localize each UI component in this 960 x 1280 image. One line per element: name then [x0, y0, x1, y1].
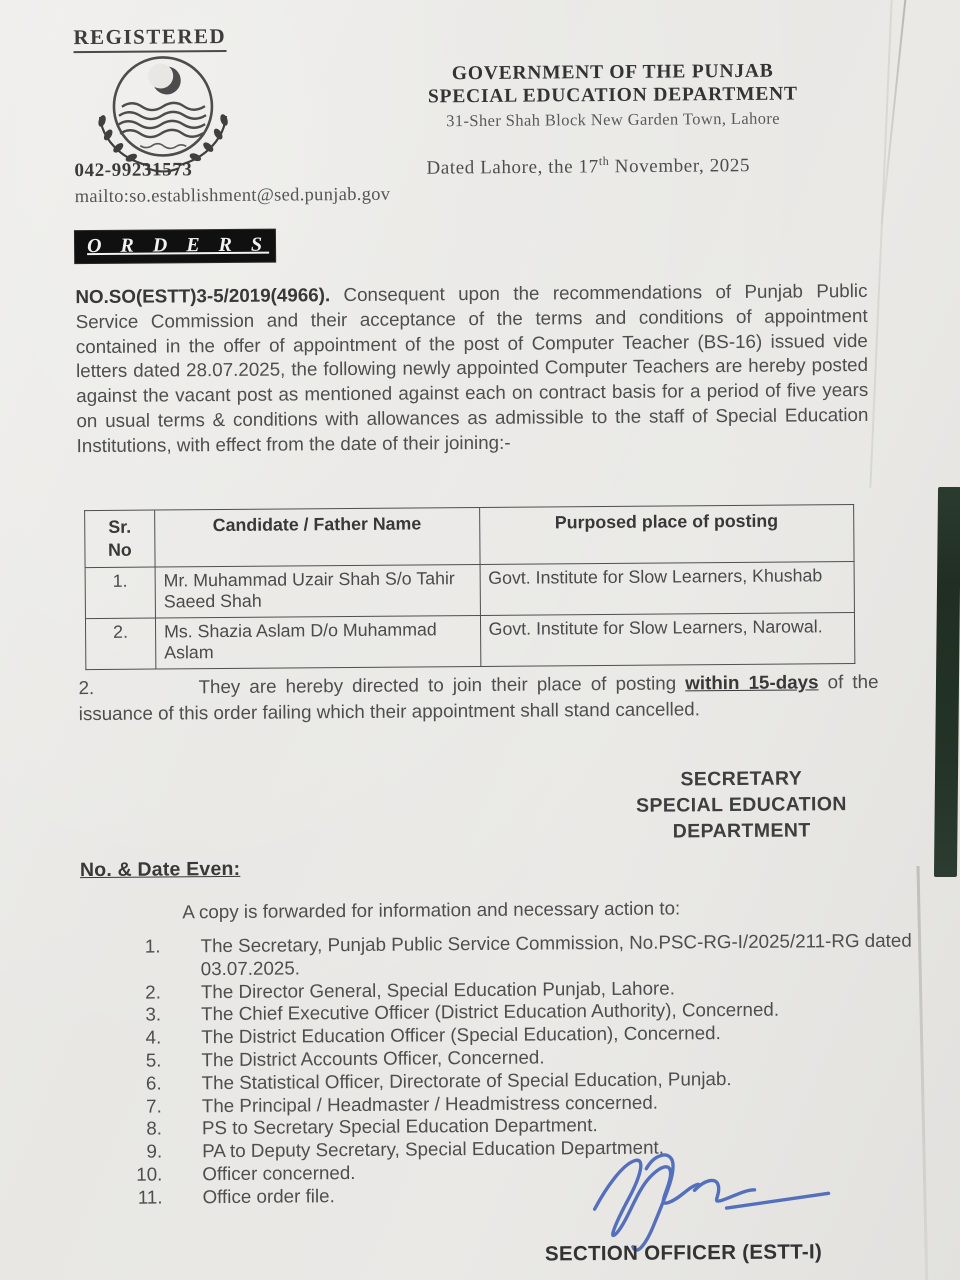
item-text: The Statistical Officer, Directorate of Special Education, Punjab. [201, 1067, 732, 1093]
directive-text: They are hereby directed to join their place of posting [198, 672, 686, 698]
orders-heading: O R D E R S [75, 230, 275, 264]
order-reference-number: NO.SO(ESTT)3-5/2019(4966). [75, 284, 331, 308]
item-text: Officer concerned. [202, 1161, 356, 1185]
table-row [85, 562, 854, 619]
item-number: 4. [145, 1026, 162, 1048]
date-line [426, 153, 750, 180]
item-text: The Principal / Headmaster / Headmistress concerned. [201, 1091, 659, 1116]
directive-text-rest: of the issuance of this order failing which their appointment shall stand cancelled. [78, 670, 879, 724]
row-sr: 1. [85, 567, 155, 619]
table-header-row [85, 505, 854, 568]
item-number: 6. [145, 1072, 162, 1094]
date-text: Dated Lahore, the 17 [426, 156, 599, 179]
deadline-emphasis: within 15-days [685, 671, 819, 694]
table-row [85, 613, 854, 670]
signatory-line: DEPARTMENT [672, 819, 811, 843]
date-ordinal: th [598, 153, 610, 169]
col-header-sr-no: Sr. No [85, 510, 155, 568]
org-name-line1: GOVERNMENT OF THE PUNJAB [451, 60, 774, 85]
distribution-intro: A copy is forwarded for information and necessary action to: [182, 897, 681, 923]
letterhead [363, 59, 864, 132]
date-text-rest: November, 2025 [609, 155, 751, 178]
list-item [114, 929, 930, 981]
item-text: PA to Deputy Secretary, Special Education Department. [202, 1136, 665, 1162]
org-name-line2: SPECIAL EDUCATION DEPARTMENT [427, 83, 798, 108]
row-sr: 2. [85, 618, 155, 670]
item-text: The Chief Executive Officer (District Education Authority), Concerned. [201, 999, 780, 1025]
item-number: 11. [137, 1186, 163, 1208]
registered-stamp: REGISTERED [73, 24, 226, 53]
row-posting: Govt. Institute for Slow Learners, Khushab [480, 562, 855, 616]
section-officer-title: SECTION OFFICER (ESTT-I) [544, 1240, 823, 1266]
distribution-heading: No. & Date Even: [79, 857, 241, 882]
item-text: PS to Secretary Special Education Department. [201, 1114, 598, 1139]
email-address: mailto:so.establishment@sed.punjab.gov [74, 184, 391, 208]
item-text: Office order file. [202, 1184, 335, 1207]
signatory-line: SPECIAL EDUCATION [635, 793, 847, 817]
item-number: 10. [136, 1163, 163, 1185]
item-number: 1. [144, 935, 161, 957]
phone-number: 042-99231573 [74, 159, 193, 182]
joining-directive-paragraph [78, 669, 878, 726]
paragraph-number: 2. [78, 677, 95, 699]
folder-edge-strip [934, 487, 960, 877]
col-header-posting: Purposed place of posting [479, 505, 854, 565]
item-text: The Director General, Special Education Punjab, Lahore. [200, 977, 675, 1002]
item-number: 8. [146, 1117, 163, 1140]
col-header-candidate: Candidate / Father Name [155, 508, 480, 568]
item-number: 2. [145, 981, 161, 1003]
item-number: 3. [145, 1003, 162, 1026]
order-body-text: Consequent upon the recommendations of Punjab Public Service Commission and their acceptance of the terms and conditions of appointment contained in the offer of appointment of the post of Computer Teacher (BS-16) issued vide letters dated 28.07.2025, the following newly appointed Computer Teachers are hereby posted against the vacant post as mentioned against each on contract basis for a period of five years on usual terms & conditions with allowances as admissible to the staff of Special Education Institutions, with effect from the date of their joining:- [75, 279, 869, 456]
signatory-line: SECRETARY [680, 767, 803, 791]
item-text: The District Education Officer (Special Education), Concerned. [201, 1022, 721, 1048]
item-number: 9. [146, 1140, 163, 1162]
item-text: The Secretary, Punjab Public Service Commission, No.PSC-RG-I/2025/211-RG dated 03.07.2025. [200, 929, 912, 980]
item-number: 5. [145, 1049, 162, 1071]
org-address: 31-Sher Shah Block New Garden Town, Lahore [446, 108, 781, 131]
posting-table [84, 504, 855, 670]
item-number: 7. [146, 1095, 162, 1117]
row-candidate: Mr. Muhammad Uzair Shah S/o Tahir Saeed Shah [155, 565, 480, 619]
order-paragraph [75, 279, 868, 459]
signatory-block [581, 765, 902, 846]
row-posting: Govt. Institute for Slow Learners, Narowal. [480, 613, 855, 667]
row-candidate: Ms. Shazia Aslam D/o Muhammad Aslam [155, 616, 480, 670]
item-text: The District Accounts Officer, Concerned. [201, 1046, 545, 1071]
